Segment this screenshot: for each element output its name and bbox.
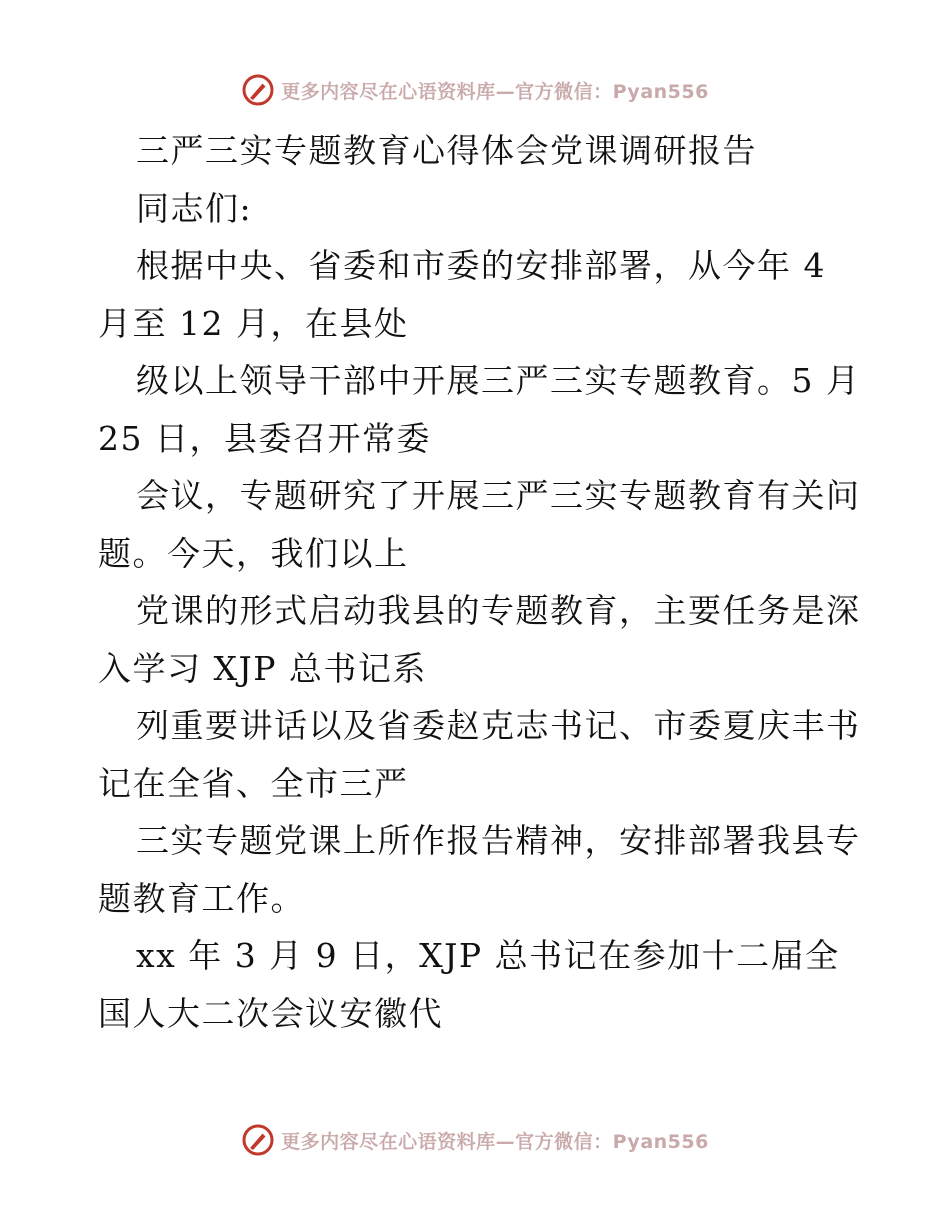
text-line: 列重要讲话以及省委赵克志书记、市委夏庆丰书: [136, 706, 861, 745]
text-line: 三实专题党课上所作报告精神，安排部署我县专: [136, 821, 861, 860]
text-line: 同志们:: [136, 188, 253, 228]
pen-logo-icon: [241, 73, 275, 107]
text-line: 根据中央、省委和市委的安排部署，从今年 4: [136, 246, 826, 285]
watermark-text: 更多内容尽在心语资料库—官方微信：Pyan556: [281, 80, 709, 103]
text-line: 会议，专题研究了开展三严三实专题教育有关问: [136, 476, 861, 515]
text-line: xx 年 3 月 9 日，XJP 总书记在参加十二届全: [136, 936, 840, 975]
pen-logo-icon: [241, 1123, 275, 1157]
text-line: 记在全省、全市三严: [98, 763, 409, 803]
header-watermark: [0, 70, 950, 110]
text-line: 月至 12 月，在县处: [98, 303, 409, 343]
document-body: [98, 122, 861, 1042]
text-line: 级以上领导干部中开展三严三实专题教育。5 月: [136, 361, 861, 400]
text-line: 国人大二次会议安徽代: [98, 993, 443, 1033]
text-line: 三严三实专题教育心得体会党课调研报告: [136, 131, 757, 170]
text-line: 入学习 XJP 总书记系: [98, 648, 427, 688]
footer-watermark: [0, 1120, 950, 1160]
text-line: 25 日，县委召开常委: [98, 418, 431, 458]
text-line: 题。今天，我们以上: [98, 533, 409, 573]
watermark-text: 更多内容尽在心语资料库—官方微信：Pyan556: [281, 1130, 709, 1153]
text-line: 党课的形式启动我县的专题教育，主要任务是深: [136, 591, 861, 630]
text-line: 题教育工作。: [98, 878, 305, 918]
